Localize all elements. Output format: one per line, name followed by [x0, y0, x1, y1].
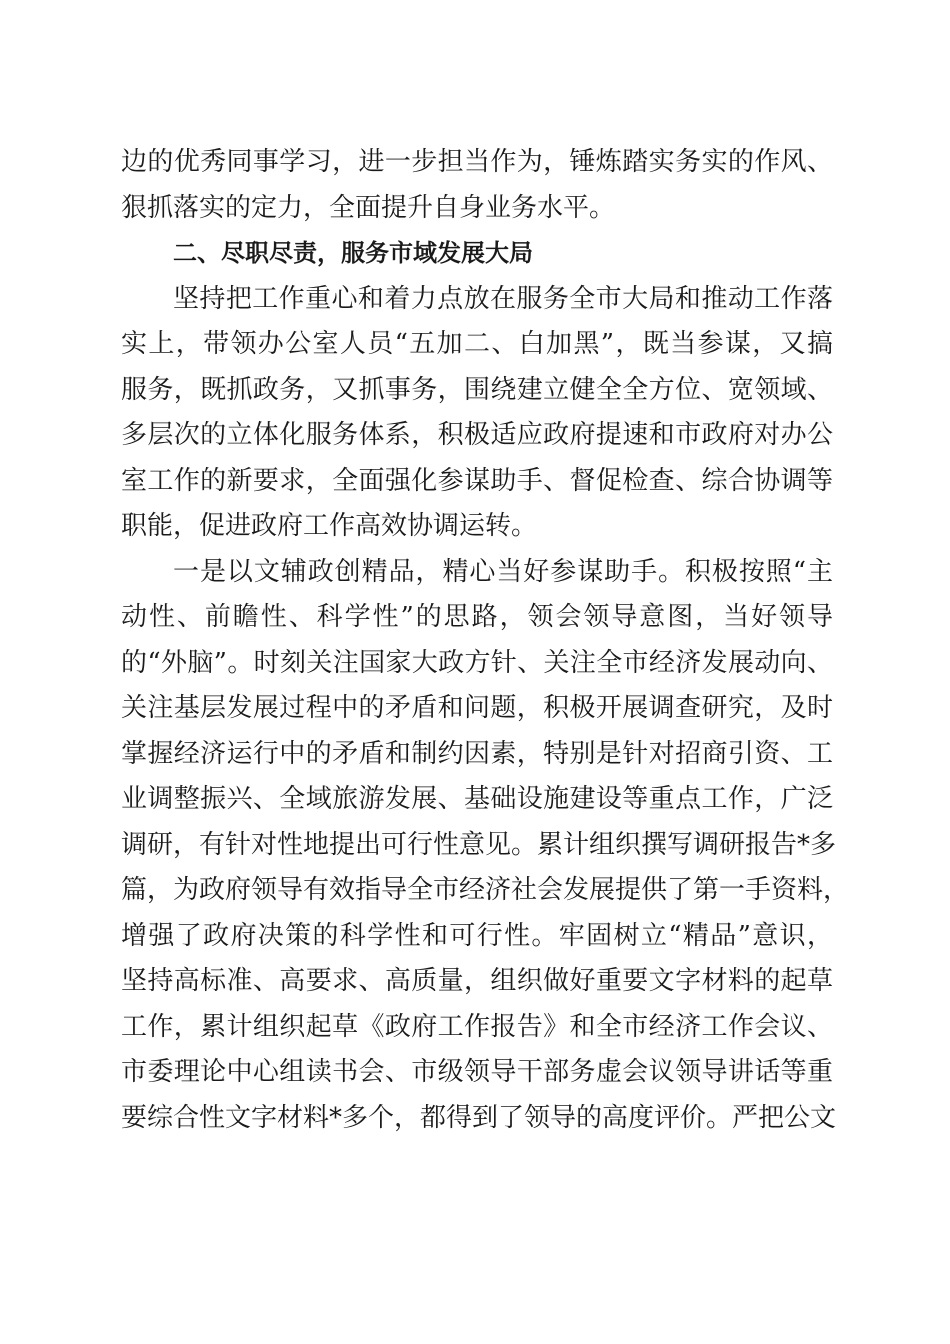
- paragraph-line: 服务，既抓政务，又抓事务，围绕建立健全全方位、宽领域、: [121, 374, 833, 405]
- paragraph-line: 狠抓落实的定力，全面提升自身业务水平。: [121, 192, 616, 223]
- paragraph-line: 增强了政府决策的科学性和可行性。牢固树立“精品”意识，: [121, 920, 833, 951]
- document-body: [121, 140, 850, 1141]
- paragraph-line: 多层次的立体化服务体系，积极适应政府提速和市政府对办公: [121, 420, 833, 450]
- paragraph-line: 调研，有针对性地提出可行性意见。累计组织撰写调研报告*多: [121, 829, 837, 860]
- paragraph-line: 篇，为政府领导有效指导全市经济社会发展提供了第一手资料，: [121, 875, 850, 905]
- paragraph-line: 业调整振兴、全域旅游发展、基础设施建设等重点工作，广泛: [121, 784, 833, 814]
- paragraph-line: 实上，带领办公室人员“五加二、白加黑”，既当参谋，又搞: [121, 329, 833, 359]
- paragraph-line: 掌握经济运行中的矛盾和制约因素，特别是针对招商引资、工: [121, 738, 833, 769]
- paragraph-line: 一是以文辅政创精品，精心当好参谋助手。积极按照“主: [173, 556, 833, 587]
- paragraph-line: 市委理论中心组读书会、市级领导干部务虚会议领导讲话等重: [121, 1057, 833, 1087]
- paragraph-line: 关注基层发展过程中的矛盾和问题，积极开展调查研究，及时: [121, 693, 833, 723]
- paragraph-line: 职能，促进政府工作高效协调运转。: [121, 511, 538, 541]
- paragraph-line: 室工作的新要求，全面强化参谋助手、督促检查、综合协调等: [121, 465, 833, 496]
- section-heading: 二、尽职尽责，服务市域发展大局: [173, 239, 533, 267]
- paragraph-line: 动性、前瞻性、科学性”的思路，领会领导意图，当好领导: [121, 602, 833, 632]
- paragraph-line: 边的优秀同事学习，进一步担当作为，锤炼踏实务实的作风、: [121, 147, 833, 177]
- paragraph-line: 坚持把工作重心和着力点放在服务全市大局和推动工作落: [173, 283, 833, 314]
- paragraph-line: 工作，累计组织起草《政府工作报告》和全市经济工作会议、: [121, 1011, 833, 1042]
- paragraph-line: 坚持高标准、高要求、高质量，组织做好重要文字材料的起草: [121, 966, 833, 996]
- paragraph-line: 的“外脑”。时刻关注国家大政方针、关注全市经济发展动向、: [121, 647, 833, 678]
- paragraph-line: 要综合性文字材料*多个，都得到了领导的高度评价。严把公文: [121, 1102, 837, 1133]
